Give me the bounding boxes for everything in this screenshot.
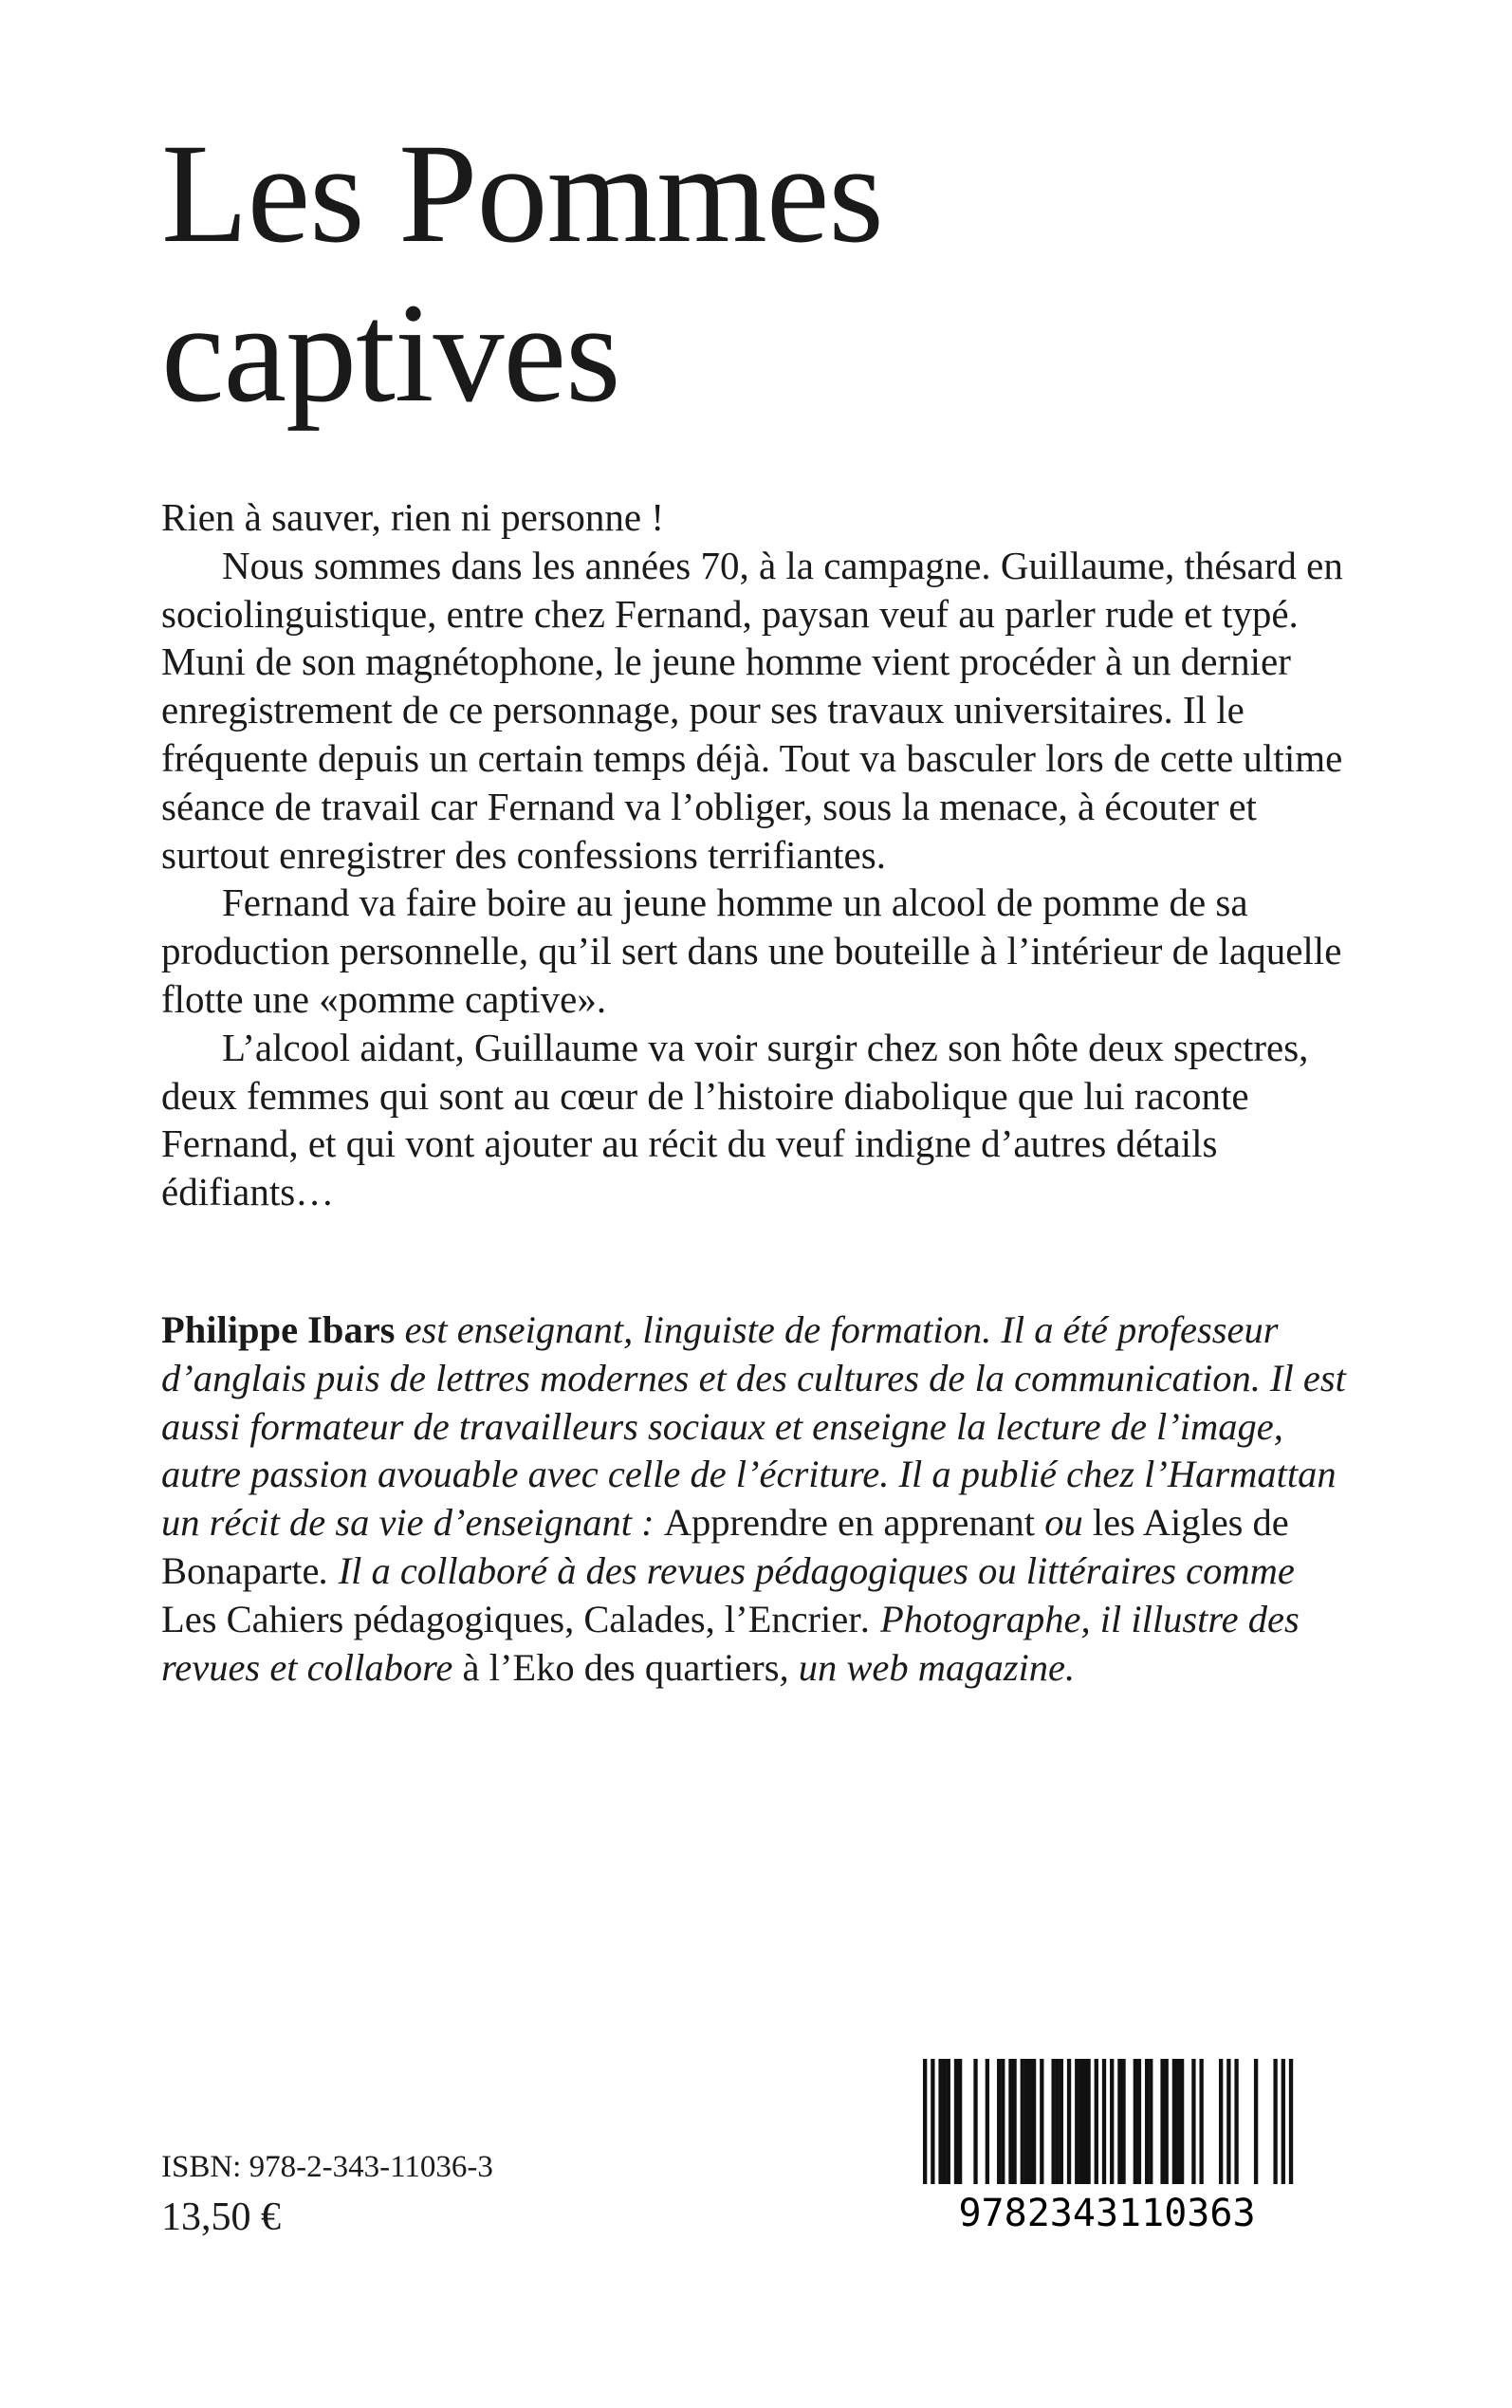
barcode-bar [923,2059,927,2184]
barcode-bar [1028,2059,1032,2184]
barcode-bar [1180,2059,1184,2184]
book-title-apprendre: Apprendre en apprenant [663,1501,1045,1545]
isbn: ISBN: 978-2-343-11036-3 [161,2150,493,2184]
barcode-bar [1102,2059,1106,2184]
author-name: Philippe Ibars [161,1308,396,1351]
barcode-bar [1149,2059,1152,2184]
title-line-2: captives [161,274,620,432]
author-bio [161,1306,1356,1692]
barcode-bar [1199,2059,1203,2184]
barcode [915,2059,1300,2230]
barcode-bar [1254,2059,1258,2184]
barcode-bar [1032,2059,1036,2184]
barcode-bar [997,2059,1001,2184]
journal-titles: Les Cahiers pédagogiques, Calades, l’Encrier [161,1597,861,1640]
barcode-bar [1226,2059,1230,2184]
barcode-digits: 9782343110363 [958,2192,1256,2230]
synopsis-paragraph-3: Fernand va faire boire au jeune homme un alcool de pomme de sa production personnelle, qu’il sert dans une bouteille à l’intérieur de laquelle flotte une «pomme captive». [161,880,1342,1021]
barcode-bar [1008,2059,1012,2184]
barcode-bar [1086,2059,1090,2184]
barcode-bar [1067,2059,1071,2184]
barcode-bar [1082,2059,1086,2184]
barcode-bar [1176,2059,1180,2184]
price: 13,50 € [161,2195,281,2239]
barcode-bar [1060,2059,1063,2184]
title-line-1: Les Pommes [161,115,883,272]
bio-text-1: est enseignant, linguiste de formation. Il a été professeur d’anglais puis de lettres modernes et des cultures de la communication. Il est aussi formateur de travailleurs sociaux et enseigne la lecture de l’image, autre passion avouable avec celle de l’écriture. Il a publié chez l’Harmattan un récit de sa vie d’enseignant : [161,1308,1346,1545]
barcode-bar [1075,2059,1079,2184]
author-bio-paragraph [161,1306,1356,1692]
book-title-aigles: les Aigles de Bonaparte [161,1501,1289,1592]
barcode-bar [1134,2059,1137,2184]
barcode-bar [1117,2059,1121,2184]
barcode-bar [986,2059,989,2184]
barcode-bar [1191,2059,1195,2184]
barcode-bar [1012,2059,1016,2184]
barcode-bar [1273,2059,1277,2184]
barcode-bar [1219,2059,1223,2184]
barcode-bar [938,2059,942,2184]
barcode-bar [1051,2059,1055,2184]
bio-text-4: , un web magazine. [779,1645,1076,1689]
barcode-bar [931,2059,934,2184]
synopsis-paragraph-2: Nous sommes dans les années 70, à la campagne. Guillaume, thésard en sociolinguistique, entre chez Fernand, paysan veuf au parler rude et typé. Muni de son magnétophone, le jeune homme vient procéder à un dernier enregistrement de ce personnage, pour ses travaux universitaires. Il le fréquente depuis un certain temps déjà. Tout va basculer lors de cette ultime séance de travail car Fernand va l’obliger, sous la menace, à écouter et surtout enregistrer des confessions terrifiantes. [161,543,1343,877]
barcode-bar [958,2059,962,2184]
barcode-graphic [915,2059,1300,2230]
barcode-bar [1079,2059,1082,2184]
barcode-bar [1024,2059,1028,2184]
barcode-bar [954,2059,958,2184]
barcode-bar [1234,2059,1238,2184]
barcode-bar [1165,2059,1169,2184]
barcode-bar [1160,2059,1164,2184]
bio-text-ou: ou [1044,1501,1083,1545]
barcode-bar [947,2059,950,2184]
barcode-bar [1137,2059,1141,2184]
barcode-bar [973,2059,977,2184]
bio-text-2: . Il a collaboré à des revues pédagogiques ou littéraires comme [319,1548,1295,1592]
eko-des-quartiers: à l’Eko des quartiers [462,1645,780,1689]
synopsis-paragraph-4: L’alcool aidant, Guillaume va voir surgir chez son hôte deux spectres, deux femmes qui sont au cœur de l’histoire diabolique que lui raconte Fernand, et qui vont ajouter au récit du veuf indigne d’autres détails édifiants… [161,1025,1309,1214]
bio-text-3: . Photographe, il illustre des revues et collabore [161,1597,1300,1689]
barcode-bar [1040,2059,1043,2184]
barcode-bar [1282,2059,1285,2184]
synopsis-paragraph-1: Rien à sauver, rien ni personne ! [161,495,665,539]
barcode-bar [1145,2059,1149,2184]
barcode-bars [923,2059,1293,2184]
barcode-bar [1056,2059,1060,2184]
barcode-bar [1121,2059,1125,2184]
barcode-bar [1095,2059,1098,2184]
barcode-bar [1110,2059,1114,2184]
barcode-bar [1289,2059,1293,2184]
synopsis [161,493,1356,1216]
barcode-bar [1021,2059,1024,2184]
barcode-bar [1172,2059,1176,2184]
barcode-bar [1001,2059,1005,2184]
barcode-bar [943,2059,947,2184]
book-title [161,114,1394,433]
